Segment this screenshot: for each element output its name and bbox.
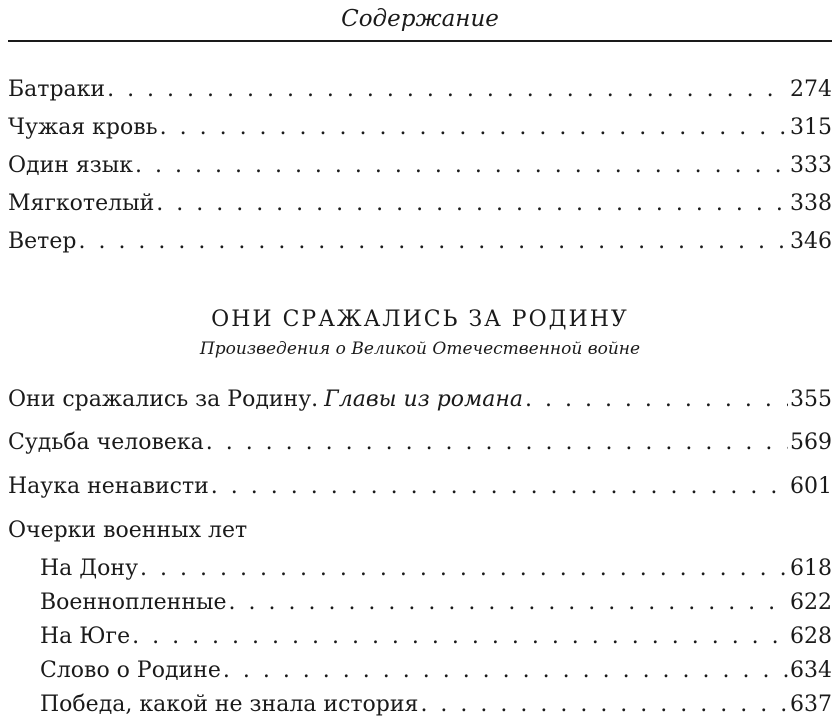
toc-entry-title: На Дону [40, 556, 139, 581]
leader-dots [140, 553, 788, 585]
toc-entry-page: 338 [790, 191, 832, 216]
group-label: Очерки военных лет [8, 518, 248, 543]
toc-entry-page: 634 [790, 658, 832, 683]
toc-entry-title: Батраки [8, 77, 106, 102]
toc-entry-page: 622 [790, 590, 832, 615]
toc-entry-title: Победа, какой не знала история [40, 692, 419, 717]
toc-entry-page: 601 [790, 474, 832, 499]
toc-entry-page: 315 [790, 115, 832, 140]
leader-dots [135, 150, 788, 182]
leader-dots [160, 112, 788, 144]
section-title: ОНИ СРАЖАЛИСЬ ЗА РОДИНУ [211, 307, 629, 332]
leader-dots [78, 226, 788, 258]
toc-entry-title: Военнопленные [40, 590, 227, 615]
toc-subentry[interactable] [40, 553, 832, 585]
toc-entry-page: 618 [790, 556, 832, 581]
toc-entry[interactable] [8, 471, 832, 503]
toc-subentry[interactable] [40, 689, 832, 721]
toc-entry[interactable] [8, 112, 832, 144]
leader-dots [420, 689, 788, 721]
toc-entry-title: На Юге [40, 624, 131, 649]
toc-entry[interactable] [8, 188, 832, 220]
leader-dots [525, 384, 788, 416]
toc-entry-page: 333 [790, 153, 832, 178]
toc-entry-page: 346 [790, 229, 832, 254]
section-subtitle: Произведения о Великой Отечественной войне [199, 339, 641, 359]
toc-entry-page: 569 [790, 430, 832, 455]
toc-entry[interactable] [8, 74, 832, 106]
toc-entry-page: 274 [790, 77, 832, 102]
leader-dots [107, 74, 788, 106]
leader-dots [211, 471, 788, 503]
toc-entry-subtitle: Главы из романа [324, 387, 523, 412]
toc-entry-title: Они сражались за Родину. [8, 387, 319, 412]
toc-subentry[interactable] [40, 587, 832, 619]
page-header [8, 0, 832, 42]
toc-entry-title: Один язык [8, 153, 134, 178]
leader-dots [223, 655, 788, 687]
toc-subentry[interactable] [40, 621, 832, 653]
leader-dots [156, 188, 788, 220]
toc-entry-page: 355 [790, 387, 832, 412]
toc-entry-page: 637 [790, 692, 832, 717]
toc-entry-page: 628 [790, 624, 832, 649]
toc-entry-title: Слово о Родине [40, 658, 221, 683]
leader-dots [229, 587, 788, 619]
toc-entry[interactable] [8, 384, 832, 416]
toc-entry-title: Чужая кровь [8, 115, 158, 140]
toc-entry-title: Мягкотелый [8, 191, 155, 216]
leader-dots [132, 621, 788, 653]
toc-entry-title: Ветер [8, 229, 77, 254]
toc-entry[interactable] [8, 150, 832, 182]
toc-entry[interactable] [8, 226, 832, 258]
toc-entry-title: Наука ненависти [8, 474, 209, 499]
toc-entry[interactable] [8, 427, 832, 459]
toc-subentry[interactable] [40, 655, 832, 687]
toc-entry-title: Судьба человека [8, 430, 204, 455]
leader-dots [206, 427, 788, 459]
page-header-title: Содержание [341, 6, 499, 32]
